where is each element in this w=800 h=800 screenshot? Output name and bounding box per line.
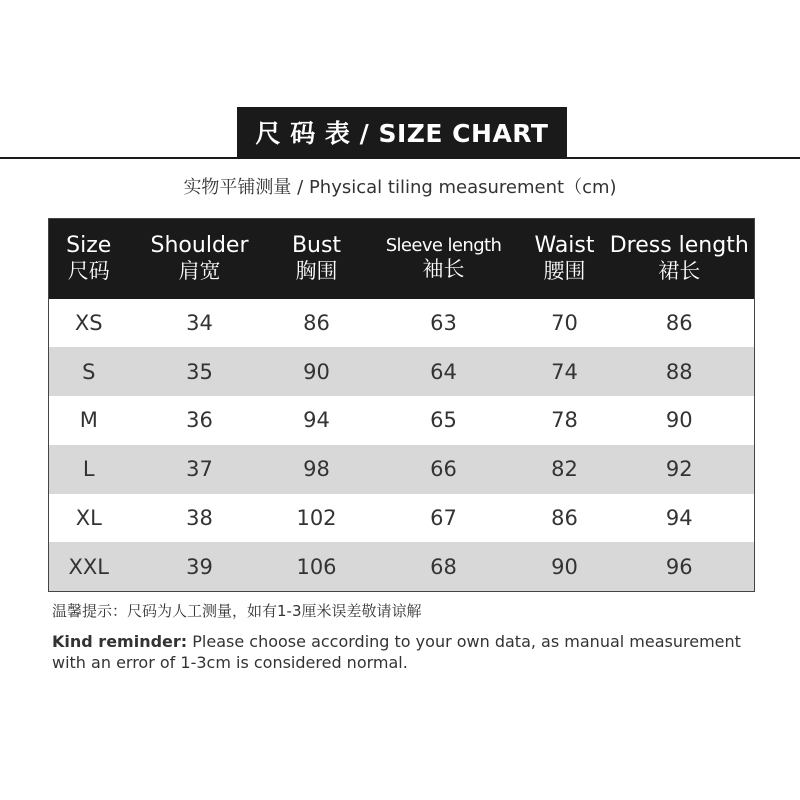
column-header-size bbox=[49, 219, 129, 299]
table-cell: 66 bbox=[430, 457, 457, 482]
table-row bbox=[49, 299, 755, 348]
column-header-waist bbox=[525, 219, 605, 299]
table-cell: 36 bbox=[186, 408, 213, 433]
column-header-en: Waist bbox=[534, 232, 595, 258]
table-row bbox=[49, 445, 755, 494]
table-row bbox=[49, 347, 755, 396]
size-chart-title: 尺 码 表 / SIZE CHART bbox=[237, 107, 567, 157]
table-cell: M bbox=[79, 408, 98, 433]
table-cell: S bbox=[82, 359, 96, 384]
table-cell: 65 bbox=[430, 408, 457, 433]
column-header-zh: 尺码 bbox=[67, 259, 110, 284]
table-cell: 88 bbox=[665, 359, 693, 384]
reminder-note-english bbox=[52, 631, 772, 673]
table-cell: 63 bbox=[430, 310, 457, 335]
table-cell: 68 bbox=[430, 554, 457, 579]
measurement-subtitle: 实物平铺测量 / Physical tiling measurement（cm) bbox=[183, 177, 617, 198]
table-cell: L bbox=[82, 457, 95, 482]
table-cell: 37 bbox=[186, 457, 213, 482]
table-cell: 102 bbox=[296, 506, 337, 531]
table-row bbox=[49, 542, 755, 591]
column-header-zh: 肩宽 bbox=[178, 259, 221, 284]
table-cell: 106 bbox=[296, 554, 337, 579]
table-cell: 39 bbox=[186, 554, 213, 579]
column-header-zh: 胸围 bbox=[295, 259, 338, 284]
table-row bbox=[49, 396, 755, 445]
reminder-notes bbox=[52, 600, 772, 673]
table-cell: 86 bbox=[665, 310, 693, 335]
table-cell: 98 bbox=[303, 457, 330, 482]
column-header-sleeve-length bbox=[363, 219, 525, 299]
table-cell: 94 bbox=[303, 408, 330, 433]
table-cell: 70 bbox=[551, 310, 578, 335]
table-cell: 86 bbox=[551, 506, 578, 531]
table-cell: 90 bbox=[303, 359, 330, 384]
table-cell: 92 bbox=[665, 457, 693, 482]
table-cell: XS bbox=[74, 310, 103, 335]
table-cell: XL bbox=[75, 506, 102, 531]
table-cell: XXL bbox=[68, 554, 109, 579]
table-cell: 64 bbox=[430, 359, 457, 384]
table-cell: 74 bbox=[551, 359, 578, 384]
column-header-en: Size bbox=[66, 232, 112, 258]
table-cell: 96 bbox=[665, 554, 693, 579]
column-header-zh: 袖长 bbox=[422, 256, 465, 281]
column-header-en: Bust bbox=[291, 232, 342, 258]
table-cell: 90 bbox=[551, 554, 578, 579]
table-cell: 86 bbox=[303, 310, 330, 335]
size-table-header bbox=[49, 219, 755, 299]
column-header-en: Shoulder bbox=[150, 232, 249, 258]
table-cell: 67 bbox=[430, 506, 457, 531]
table-row bbox=[49, 494, 755, 543]
table-cell: 78 bbox=[551, 408, 578, 433]
size-table-body bbox=[49, 299, 755, 592]
column-header-en: Sleeve length bbox=[385, 235, 502, 257]
table-cell: 82 bbox=[551, 457, 578, 482]
column-header-zh: 腰围 bbox=[543, 259, 586, 284]
table-cell: 35 bbox=[186, 359, 213, 384]
reminder-note-chinese: 温馨提示：尺码为人工测量，如有1-3厘米误差敬请谅解 bbox=[52, 602, 422, 620]
column-header-en: Dress length bbox=[609, 232, 749, 258]
table-cell: 38 bbox=[186, 506, 213, 531]
size-table bbox=[48, 218, 755, 592]
reminder-label: Kind reminder: bbox=[52, 632, 188, 651]
table-cell: 94 bbox=[665, 506, 693, 531]
column-header-zh: 裙长 bbox=[658, 259, 701, 284]
table-cell: 34 bbox=[186, 310, 213, 335]
column-header-shoulder bbox=[129, 219, 271, 299]
reminder-text: Please choose according to your own data, as manual measurement with an error of 1-3cm is considered normal. bbox=[52, 632, 741, 672]
table-cell: 90 bbox=[665, 408, 693, 433]
column-header-bust bbox=[271, 219, 363, 299]
column-header-dress-length bbox=[605, 219, 755, 299]
header-divider-line bbox=[0, 157, 800, 159]
